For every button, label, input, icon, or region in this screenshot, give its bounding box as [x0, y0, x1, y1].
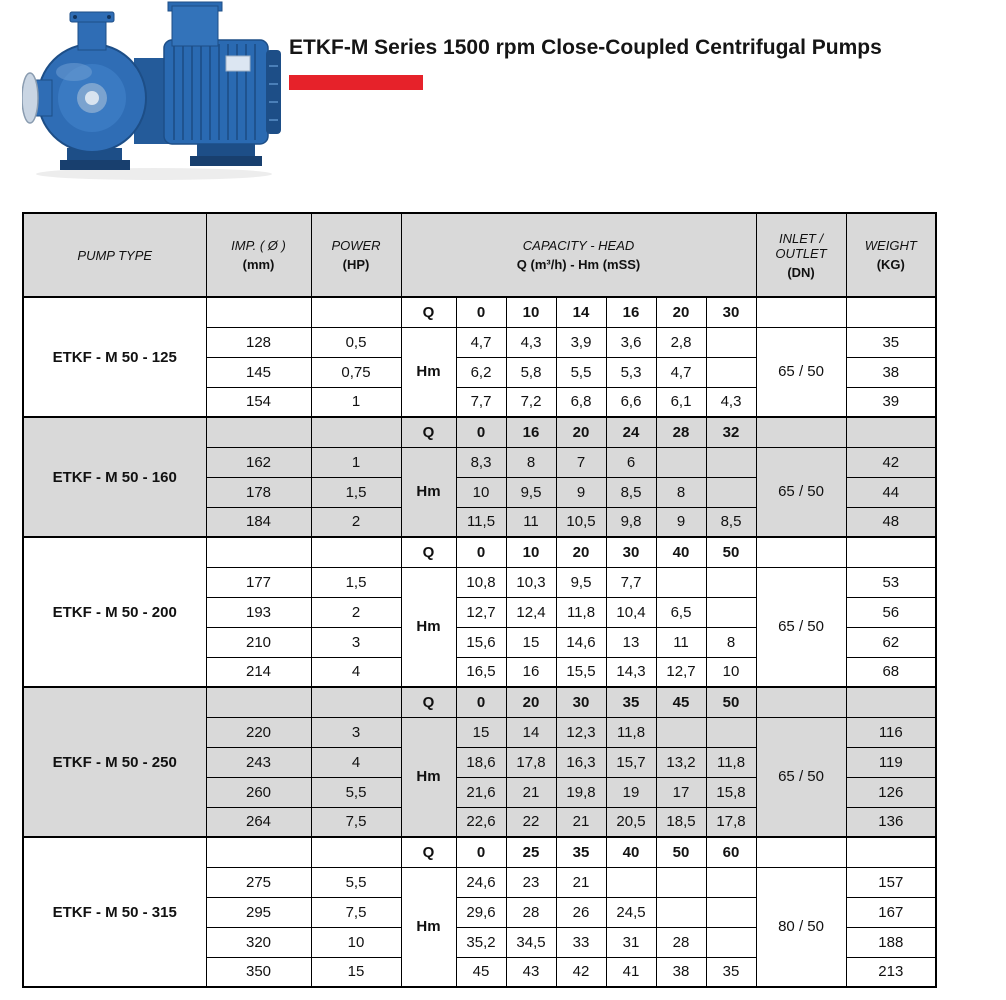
head-value-cell: 8: [506, 447, 556, 477]
q-value-cell: 20: [506, 687, 556, 717]
head-value-cell: [656, 897, 706, 927]
pump-type-cell: ETKF - M 50 - 160: [23, 417, 206, 537]
head-value-cell: 9: [656, 507, 706, 537]
empty-impeller-cell: [206, 687, 311, 717]
power-cell: 5,5: [311, 867, 401, 897]
col-header-inlet-outlet: [756, 213, 846, 297]
head-value-cell: 6,6: [606, 387, 656, 417]
power-cell: 4: [311, 657, 401, 687]
impeller-diameter-cell: 162: [206, 447, 311, 477]
weight-header-unit: (KG): [876, 257, 905, 272]
head-value-cell: 21,6: [456, 777, 506, 807]
head-value-cell: 4,3: [706, 387, 756, 417]
power-cell: 1: [311, 447, 401, 477]
head-value-cell: 14: [506, 717, 556, 747]
head-value-cell: 4,7: [456, 327, 506, 357]
head-value-cell: 6,1: [656, 387, 706, 417]
inlet-outlet-cell: 65 / 50: [756, 567, 846, 687]
head-value-cell: [656, 717, 706, 747]
head-value-cell: 13: [606, 627, 656, 657]
head-value-cell: 15: [456, 717, 506, 747]
power-cell: 3: [311, 627, 401, 657]
capacity-header-label: CAPACITY - HEAD: [522, 238, 635, 253]
head-value-cell: 4,3: [506, 327, 556, 357]
impeller-diameter-cell: 295: [206, 897, 311, 927]
head-value-cell: 34,5: [506, 927, 556, 957]
inlet-outlet-cell: 65 / 50: [756, 447, 846, 537]
head-value-cell: 21: [556, 867, 606, 897]
impeller-diameter-cell: 243: [206, 747, 311, 777]
head-value-cell: 8,5: [706, 507, 756, 537]
impeller-diameter-cell: 220: [206, 717, 311, 747]
head-value-cell: 38: [656, 957, 706, 987]
capacity-header-row: [23, 297, 936, 327]
empty-inlet-cell: [756, 537, 846, 567]
head-value-cell: 28: [506, 897, 556, 927]
pump-illustration: [22, 0, 287, 186]
power-cell: 0,5: [311, 327, 401, 357]
head-value-cell: 16,5: [456, 657, 506, 687]
table-header-row: [23, 213, 936, 297]
q-value-cell: 45: [656, 687, 706, 717]
empty-inlet-cell: [756, 687, 846, 717]
empty-inlet-cell: [756, 837, 846, 867]
head-value-cell: [706, 597, 756, 627]
head-value-cell: 33: [556, 927, 606, 957]
weight-cell: 53: [846, 567, 936, 597]
q-value-cell: 35: [556, 837, 606, 867]
head-value-cell: 11: [656, 627, 706, 657]
head-value-cell: 35: [706, 957, 756, 987]
q-value-cell: 24: [606, 417, 656, 447]
empty-power-cell: [311, 297, 401, 327]
col-header-power: [311, 213, 401, 297]
head-value-cell: 9,5: [506, 477, 556, 507]
q-value-cell: 30: [706, 297, 756, 327]
head-value-cell: 14,6: [556, 627, 606, 657]
head-value-cell: [706, 567, 756, 597]
head-value-cell: 9,8: [606, 507, 656, 537]
hm-label-cell: Hm: [401, 567, 456, 687]
weight-cell: 48: [846, 507, 936, 537]
head-value-cell: [706, 327, 756, 357]
power-header-label: POWER: [331, 238, 381, 253]
head-value-cell: [706, 357, 756, 387]
q-value-cell: 60: [706, 837, 756, 867]
weight-cell: 35: [846, 327, 936, 357]
head-value-cell: [656, 867, 706, 897]
head-value-cell: 5,5: [556, 357, 606, 387]
weight-cell: 188: [846, 927, 936, 957]
impeller-diameter-cell: 154: [206, 387, 311, 417]
hm-label-cell: Hm: [401, 327, 456, 417]
head-value-cell: 14,3: [606, 657, 656, 687]
inlet-outlet-cell: 80 / 50: [756, 867, 846, 987]
impeller-diameter-cell: 177: [206, 567, 311, 597]
hm-label-cell: Hm: [401, 717, 456, 837]
q-label-cell: Q: [401, 417, 456, 447]
power-cell: 5,5: [311, 777, 401, 807]
power-cell: 1: [311, 387, 401, 417]
head-value-cell: 43: [506, 957, 556, 987]
pump-photo: [22, 0, 287, 186]
head-value-cell: [706, 867, 756, 897]
empty-weight-cell: [846, 537, 936, 567]
impeller-diameter-cell: 193: [206, 597, 311, 627]
head-value-cell: 6,5: [656, 597, 706, 627]
head-value-cell: 2,8: [656, 327, 706, 357]
pump-type-header-label: PUMP TYPE: [77, 247, 153, 263]
capacity-header-row: [23, 537, 936, 567]
head-value-cell: 12,3: [556, 717, 606, 747]
head-value-cell: 3,6: [606, 327, 656, 357]
q-value-cell: 0: [456, 687, 506, 717]
power-cell: 15: [311, 957, 401, 987]
head-value-cell: 6,8: [556, 387, 606, 417]
capacity-header-row: [23, 837, 936, 867]
q-value-cell: 0: [456, 537, 506, 567]
empty-power-cell: [311, 837, 401, 867]
capacity-header-row: [23, 687, 936, 717]
head-value-cell: 35,2: [456, 927, 506, 957]
head-value-cell: 10: [456, 477, 506, 507]
head-value-cell: 21: [506, 777, 556, 807]
impeller-diameter-cell: 145: [206, 357, 311, 387]
impeller-diameter-cell: 350: [206, 957, 311, 987]
hm-label-cell: Hm: [401, 447, 456, 537]
weight-cell: 39: [846, 387, 936, 417]
page-header: [22, 0, 984, 192]
head-value-cell: [706, 927, 756, 957]
q-value-cell: 0: [456, 297, 506, 327]
inlet-header-label: INLET / OUTLET: [775, 230, 827, 261]
q-value-cell: 25: [506, 837, 556, 867]
head-value-cell: 11,8: [606, 717, 656, 747]
power-cell: 10: [311, 927, 401, 957]
head-value-cell: 9,5: [556, 567, 606, 597]
power-cell: 0,75: [311, 357, 401, 387]
pump-type-cell: ETKF - M 50 - 125: [23, 297, 206, 417]
q-value-cell: 20: [656, 297, 706, 327]
weight-cell: 116: [846, 717, 936, 747]
col-header-capacity-head: [401, 213, 756, 297]
q-value-cell: 35: [606, 687, 656, 717]
head-value-cell: 15,5: [556, 657, 606, 687]
weight-cell: 157: [846, 867, 936, 897]
head-value-cell: 11,8: [556, 597, 606, 627]
head-value-cell: 18,5: [656, 807, 706, 837]
power-cell: 4: [311, 747, 401, 777]
head-value-cell: 26: [556, 897, 606, 927]
head-value-cell: 10: [706, 657, 756, 687]
q-label-cell: Q: [401, 837, 456, 867]
weight-cell: 42: [846, 447, 936, 477]
weight-cell: 119: [846, 747, 936, 777]
q-value-cell: 30: [556, 687, 606, 717]
head-value-cell: [656, 447, 706, 477]
head-value-cell: 21: [556, 807, 606, 837]
q-value-cell: 10: [506, 537, 556, 567]
head-value-cell: 12,7: [656, 657, 706, 687]
inlet-header-unit: (DN): [787, 264, 815, 280]
page-title: ETKF-M Series 1500 rpm Close-Coupled Centrifugal Pumps: [289, 36, 882, 59]
power-cell: 2: [311, 597, 401, 627]
q-label-cell: Q: [401, 687, 456, 717]
head-value-cell: 24,6: [456, 867, 506, 897]
head-value-cell: 11,5: [456, 507, 506, 537]
impeller-diameter-cell: 275: [206, 867, 311, 897]
impeller-diameter-cell: 214: [206, 657, 311, 687]
q-value-cell: 50: [706, 687, 756, 717]
impeller-header-unit: (mm): [242, 257, 275, 272]
col-header-weight: [846, 213, 936, 297]
head-value-cell: 17: [656, 777, 706, 807]
q-value-cell: 16: [606, 297, 656, 327]
pump-type-cell: ETKF - M 50 - 250: [23, 687, 206, 837]
head-value-cell: 16: [506, 657, 556, 687]
weight-cell: 56: [846, 597, 936, 627]
impeller-diameter-cell: 260: [206, 777, 311, 807]
impeller-diameter-cell: 210: [206, 627, 311, 657]
head-value-cell: 31: [606, 927, 656, 957]
weight-cell: 126: [846, 777, 936, 807]
title-accent-bar: [289, 75, 423, 90]
weight-cell: 38: [846, 357, 936, 387]
weight-cell: 136: [846, 807, 936, 837]
hm-label-cell: Hm: [401, 867, 456, 987]
pump-type-cell: ETKF - M 50 - 315: [23, 837, 206, 987]
head-value-cell: 22,6: [456, 807, 506, 837]
impeller-diameter-cell: 264: [206, 807, 311, 837]
head-value-cell: 6: [606, 447, 656, 477]
empty-impeller-cell: [206, 837, 311, 867]
q-value-cell: 50: [656, 837, 706, 867]
head-value-cell: [656, 567, 706, 597]
head-value-cell: 24,5: [606, 897, 656, 927]
q-value-cell: 30: [606, 537, 656, 567]
head-value-cell: 17,8: [506, 747, 556, 777]
head-value-cell: [706, 717, 756, 747]
impeller-header-label: IMP. ( Ø ): [231, 238, 286, 253]
head-value-cell: 6,2: [456, 357, 506, 387]
head-value-cell: 19: [606, 777, 656, 807]
impeller-diameter-cell: 184: [206, 507, 311, 537]
head-value-cell: 10,4: [606, 597, 656, 627]
head-value-cell: 3,9: [556, 327, 606, 357]
head-value-cell: 5,8: [506, 357, 556, 387]
head-value-cell: 10,5: [556, 507, 606, 537]
weight-cell: 68: [846, 657, 936, 687]
head-value-cell: [706, 897, 756, 927]
head-value-cell: 19,8: [556, 777, 606, 807]
head-value-cell: [606, 867, 656, 897]
head-value-cell: [706, 477, 756, 507]
empty-weight-cell: [846, 417, 936, 447]
head-value-cell: 8,3: [456, 447, 506, 477]
weight-cell: 167: [846, 897, 936, 927]
pump-spec-table: [22, 212, 937, 988]
head-value-cell: 15: [506, 627, 556, 657]
head-value-cell: 41: [606, 957, 656, 987]
empty-weight-cell: [846, 837, 936, 867]
q-label-cell: Q: [401, 297, 456, 327]
head-value-cell: 10,3: [506, 567, 556, 597]
q-label-cell: Q: [401, 537, 456, 567]
col-header-impeller: [206, 213, 311, 297]
q-value-cell: 16: [506, 417, 556, 447]
head-value-cell: 8,5: [606, 477, 656, 507]
head-value-cell: 23: [506, 867, 556, 897]
empty-weight-cell: [846, 687, 936, 717]
head-value-cell: 11,8: [706, 747, 756, 777]
head-value-cell: 12,7: [456, 597, 506, 627]
empty-impeller-cell: [206, 297, 311, 327]
power-cell: 1,5: [311, 477, 401, 507]
power-cell: 7,5: [311, 807, 401, 837]
head-value-cell: 15,8: [706, 777, 756, 807]
head-value-cell: 12,4: [506, 597, 556, 627]
head-value-cell: 22: [506, 807, 556, 837]
empty-impeller-cell: [206, 537, 311, 567]
col-header-pump-type: [23, 213, 206, 297]
head-value-cell: 29,6: [456, 897, 506, 927]
head-value-cell: 7,7: [606, 567, 656, 597]
head-value-cell: 13,2: [656, 747, 706, 777]
head-value-cell: 4,7: [656, 357, 706, 387]
title-block: [287, 0, 882, 90]
impeller-diameter-cell: 320: [206, 927, 311, 957]
q-value-cell: 50: [706, 537, 756, 567]
empty-impeller-cell: [206, 417, 311, 447]
power-cell: 7,5: [311, 897, 401, 927]
head-value-cell: [706, 447, 756, 477]
inlet-outlet-cell: 65 / 50: [756, 327, 846, 417]
empty-power-cell: [311, 417, 401, 447]
impeller-diameter-cell: 178: [206, 477, 311, 507]
q-value-cell: 20: [556, 537, 606, 567]
head-value-cell: 8: [656, 477, 706, 507]
head-value-cell: 15,6: [456, 627, 506, 657]
power-cell: 2: [311, 507, 401, 537]
q-value-cell: 0: [456, 417, 506, 447]
weight-header-label: WEIGHT: [864, 238, 917, 253]
head-value-cell: 42: [556, 957, 606, 987]
empty-power-cell: [311, 537, 401, 567]
q-value-cell: 0: [456, 837, 506, 867]
empty-weight-cell: [846, 297, 936, 327]
weight-cell: 213: [846, 957, 936, 987]
weight-cell: 44: [846, 477, 936, 507]
q-value-cell: 20: [556, 417, 606, 447]
q-value-cell: 28: [656, 417, 706, 447]
inlet-outlet-cell: 65 / 50: [756, 717, 846, 837]
head-value-cell: 5,3: [606, 357, 656, 387]
q-value-cell: 32: [706, 417, 756, 447]
head-value-cell: 7,2: [506, 387, 556, 417]
q-value-cell: 10: [506, 297, 556, 327]
head-value-cell: 18,6: [456, 747, 506, 777]
head-value-cell: 16,3: [556, 747, 606, 777]
head-value-cell: 45: [456, 957, 506, 987]
capacity-header-unit: Q (m³/h) - Hm (mSS): [516, 257, 641, 272]
capacity-header-row: [23, 417, 936, 447]
head-value-cell: 15,7: [606, 747, 656, 777]
head-value-cell: 7,7: [456, 387, 506, 417]
head-value-cell: 20,5: [606, 807, 656, 837]
empty-power-cell: [311, 687, 401, 717]
head-value-cell: 8: [706, 627, 756, 657]
head-value-cell: 17,8: [706, 807, 756, 837]
q-value-cell: 14: [556, 297, 606, 327]
empty-inlet-cell: [756, 297, 846, 327]
power-cell: 1,5: [311, 567, 401, 597]
head-value-cell: 28: [656, 927, 706, 957]
impeller-diameter-cell: 128: [206, 327, 311, 357]
q-value-cell: 40: [606, 837, 656, 867]
head-value-cell: 10,8: [456, 567, 506, 597]
power-header-unit: (HP): [342, 257, 370, 272]
weight-cell: 62: [846, 627, 936, 657]
empty-inlet-cell: [756, 417, 846, 447]
pump-type-cell: ETKF - M 50 - 200: [23, 537, 206, 687]
head-value-cell: 11: [506, 507, 556, 537]
power-cell: 3: [311, 717, 401, 747]
head-value-cell: 7: [556, 447, 606, 477]
head-value-cell: 9: [556, 477, 606, 507]
q-value-cell: 40: [656, 537, 706, 567]
